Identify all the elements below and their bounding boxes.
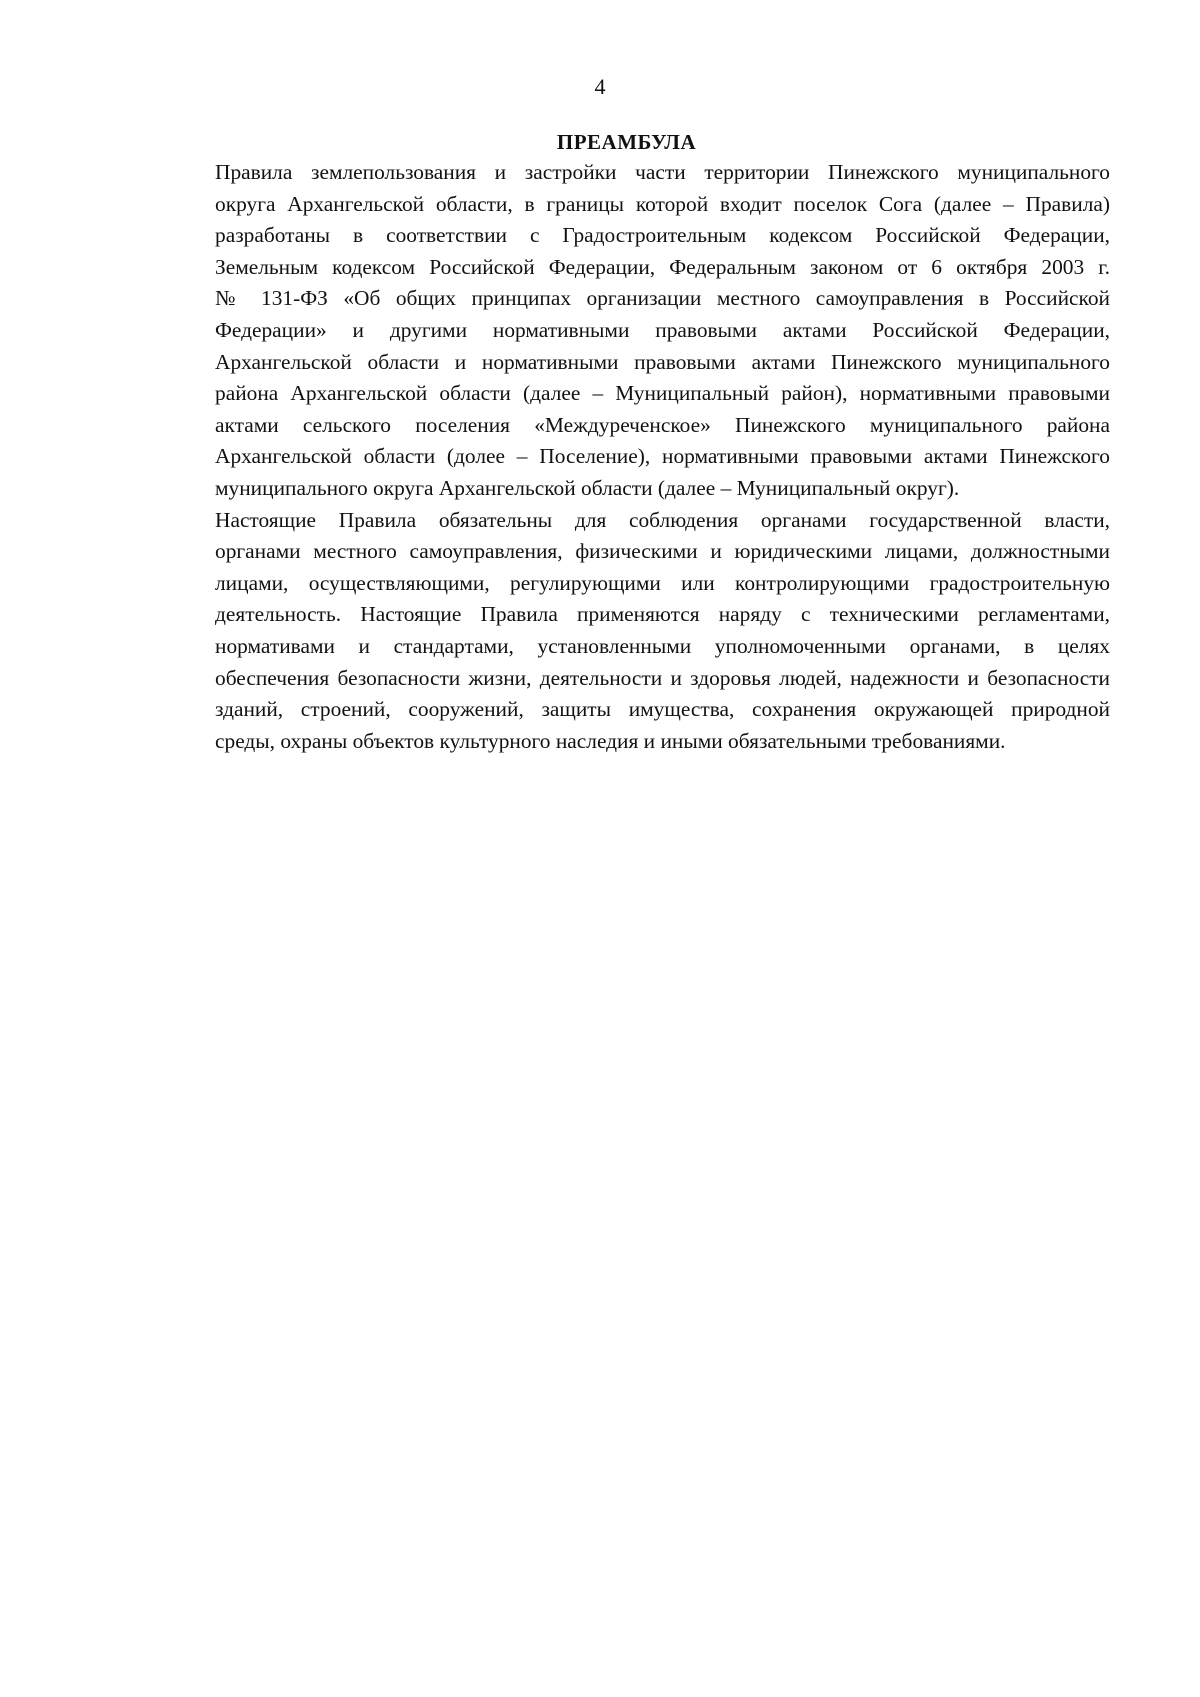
paragraph-2: [143, 505, 1110, 758]
page-number: 4: [594, 74, 606, 99]
paragraph-line: лицами, осуществляющими, регулирующими или контролирующими градостроительную: [215, 570, 1110, 595]
paragraph-line: Архангельской области (долее – Поселение), нормативными правовыми актами Пинежского: [215, 444, 1110, 469]
document-body: [143, 127, 1110, 757]
paragraph-line: № 131-ФЗ «Об общих принципах организации местного самоуправления в Российской: [215, 286, 1110, 311]
paragraph-line: актами сельского поселения «Междуреченское» Пинежского муниципального района: [215, 412, 1110, 437]
paragraph-1: [143, 157, 1110, 505]
section-heading: ПРЕАМБУЛА: [556, 130, 697, 154]
paragraph-line: Правила землепользования и застройки части территории Пинежского муниципального: [215, 160, 1110, 184]
paragraph-line: нормативами и стандартами, установленными уполномоченными органами, в целях: [215, 633, 1110, 658]
paragraph-line: Архангельской области и нормативными правовыми актами Пинежского муниципального: [215, 349, 1110, 374]
paragraph-line: Земельным кодексом Российской Федерации, Федеральным законом от 6 октября 2003 г.: [215, 254, 1110, 279]
paragraph-line: муниципального округа Архангельской области (далее – Муниципальный округ).: [215, 475, 960, 500]
paragraph-line: района Архангельской области (далее – Муниципальный район), нормативными правовыми: [215, 381, 1110, 406]
paragraph-line: среды, охраны объектов культурного наследия и иными обязательными требованиями.: [215, 728, 1006, 753]
paragraph-line: Настоящие Правила обязательны для соблюдения органами государственной власти,: [215, 507, 1110, 532]
paragraph-line: округа Архангельской области, в границы которой входит поселок Сога (далее – Правила): [215, 191, 1110, 216]
paragraph-line: Федерации» и другими нормативными правовыми актами Российской Федерации,: [215, 317, 1110, 342]
paragraph-line: обеспечения безопасности жизни, деятельности и здоровья людей, надежности и безопасности: [215, 665, 1110, 690]
paragraph-line: деятельность. Настоящие Правила применяются наряду с техническими регламентами,: [215, 602, 1110, 627]
paragraph-line: разработаны в соответствии с Градостроительным кодексом Российской Федерации,: [215, 223, 1110, 248]
paragraph-line: органами местного самоуправления, физическими и юридическими лицами, должностными: [215, 539, 1110, 564]
paragraph-line: зданий, строений, сооружений, защиты имущества, сохранения окружающей природной: [215, 697, 1110, 722]
